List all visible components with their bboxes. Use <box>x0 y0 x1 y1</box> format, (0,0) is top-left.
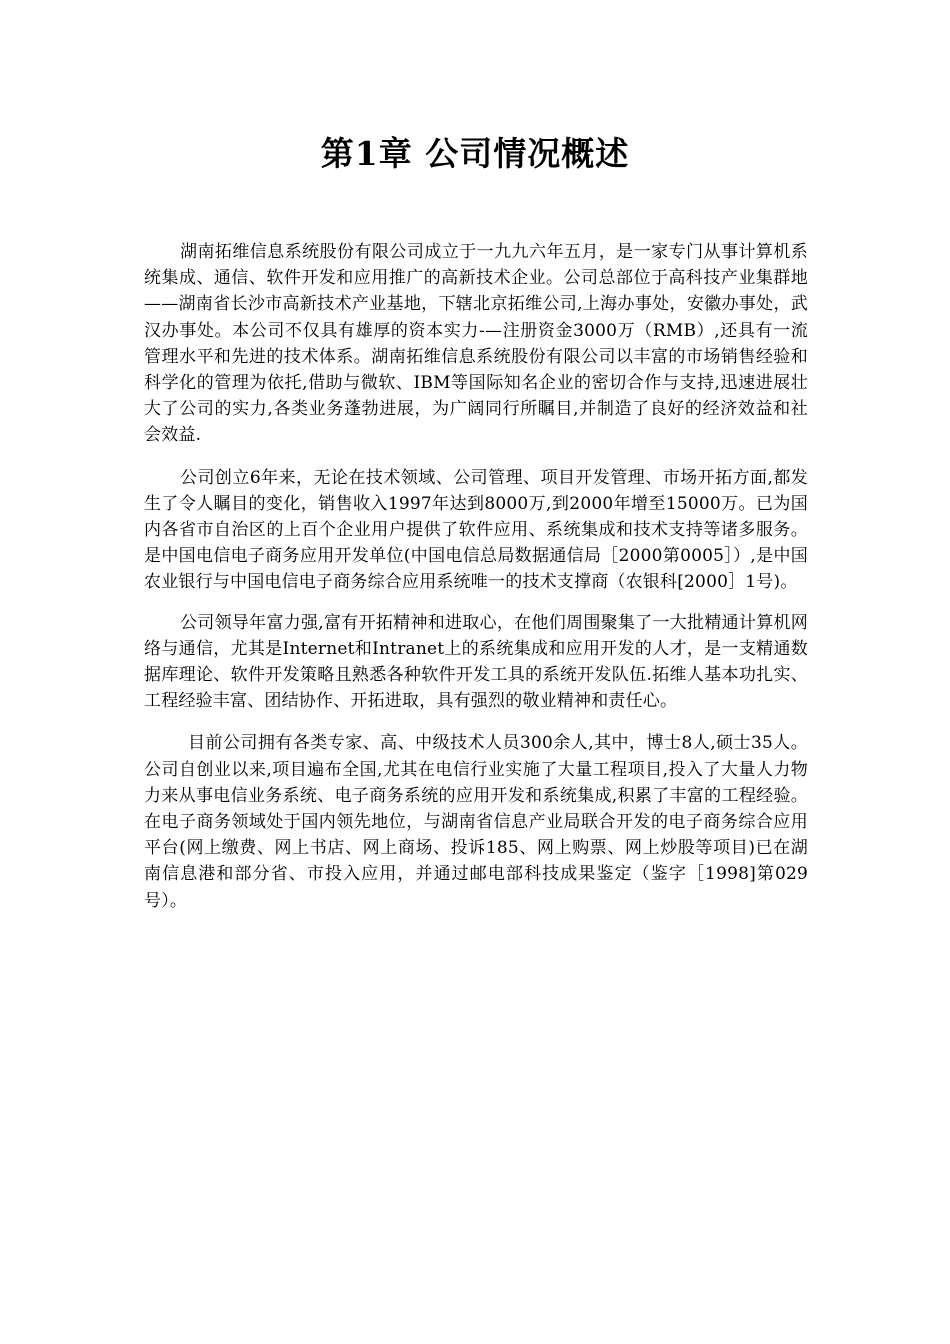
paragraph-company-intro: 湖南拓维信息系统股份有限公司成立于一九九六年五月，是一家专门从事计算机系统集成、通信、软件开发和应用推广的高新技术企业。公司总部位于高科技产业集群地——湖南省长沙市高新技术产业基地，下辖北京拓维公司,上海办事处，安徽办事处，武汉办事处。本公司不仅具有雄厚的资本实力-—注册资金3000万（RMB）,还具有一流管理水平和先进的技术体系。湖南拓维信息系统股份有限公司以丰富的市场销售经验和科学化的管理为依托,借助与微软、IBM等国际知名企业的密切合作与支持,迅速进展壮大了公司的实力,各类业务蓬勃进展，为广阔同行所瞩目,并制造了良好的经济效益和社会效益. <box>144 242 808 446</box>
paragraph-leadership: 公司领导年富力强,富有开拓精神和进取心，在他们周围聚集了一大批精通计算机网络与通信，尤其是Internet和Intranet上的系统集成和应用开发的人才，是一支精通数据库理论、软件开发策略且熟悉各种软件开发工具的系统开发队伍.拓维人基本功扎实、工程经验丰富、团结协作、开拓进取，具有强烈的敬业精神和责任心。 <box>144 612 808 712</box>
paragraph-staff-projects: 目前公司拥有各类专家、高、中级技术人员300余人,其中，博士8人,硕士35人。公司自创业以来,项目遍布全国,尤其在电信行业实施了大量工程项目,投入了大量人力物力来从事电信业务系统、电子商务系统的应用开发和系统集成,积累了丰富的工程经验。在电子商务领域处于国内领先地位，与湖南省信息产业局联合开发的电子商务综合应用平台(网上缴费、网上书店、网上商场、投诉185、网上购票、网上炒股等项目)已在湖南信息港和部分省、市投入应用，并通过邮电部科技成果鉴定（鉴字［1998]第029号）。 <box>144 733 808 911</box>
body-text <box>144 239 808 928</box>
paragraph-company-history: 公司创立6年来，无论在技术领域、公司管理、项目开发管理、市场开拓方面,都发生了令人瞩目的变化，销售收入1997年达到8000万,到2000年增至15000万。已为国内各省市自治区的上百个企业用户提供了软件应用、系统集成和技术支持等诸多服务。是中国电信电子商务应用开发单位(中国电信总局数据通信局［2000第0005］）,是中国农业银行与中国电信电子商务综合应用系统唯一的技术支撑商（农银科[2000］1号)。 <box>144 467 808 593</box>
chapter-title: 第1章 公司情况概述 <box>320 134 630 173</box>
